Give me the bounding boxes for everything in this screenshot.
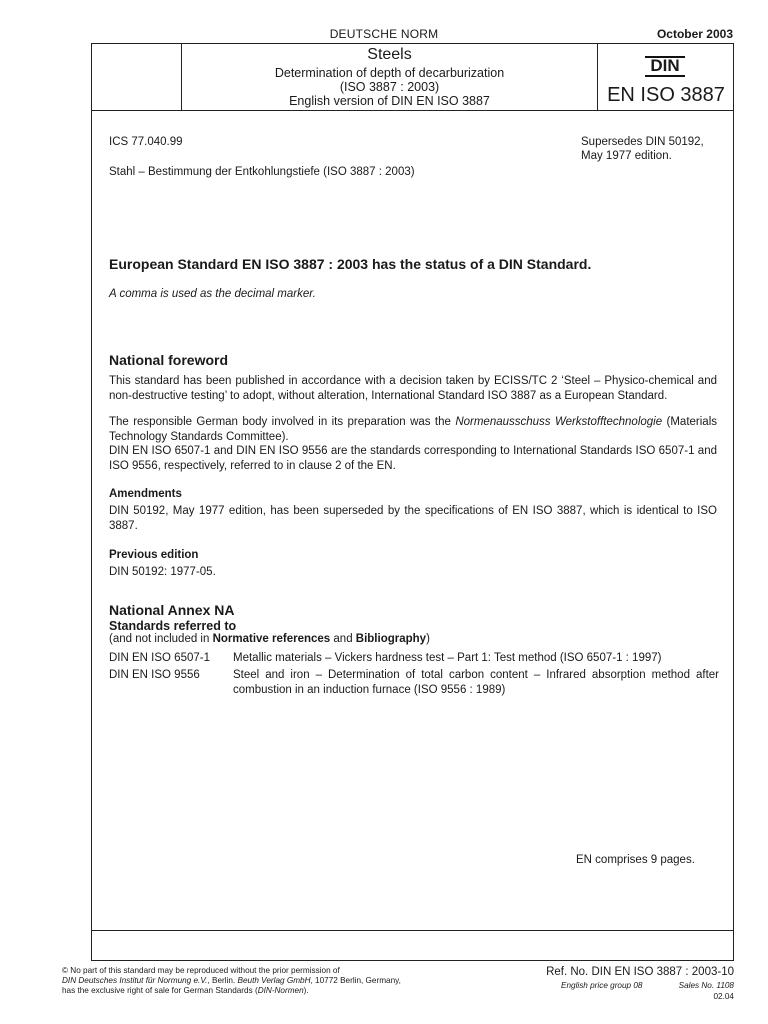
annex-note: (and not included in Normative references and Bibliography) (109, 633, 430, 645)
previous-edition-text: DIN 50192: 1977-05. (109, 566, 216, 578)
din-logo: DIN (645, 56, 685, 77)
title-divider-left (181, 43, 182, 111)
frame-divider-bottom (91, 930, 734, 931)
reference-description: Metallic materials – Vickers hardness test – Part 1: Test method (ISO 6507-1 : 1997) (233, 652, 662, 664)
reference-number: Ref. No. DIN EN ISO 3887 : 2003-10 (546, 966, 734, 978)
issue-code: 02.04 (713, 992, 734, 1001)
title-divider-right (597, 43, 598, 111)
document-subtitle: Determination of depth of decarburization (274, 66, 505, 80)
amendments-text: DIN 50192, May 1977 edition, has been superseded by the specifications of EN ISO 3887, which is identical to ISO 3887. (109, 505, 717, 532)
annex-subheading: Standards referred to (109, 619, 237, 633)
status-heading: European Standard EN ISO 3887 : 2003 has the status of a DIN Standard. (109, 256, 592, 272)
supersedes-line-2: May 1977 edition. (581, 150, 672, 162)
previous-edition-heading: Previous edition (109, 549, 199, 561)
sales-number: Sales No. 1108 (678, 981, 734, 990)
decimal-note: A comma is used as the decimal marker. (109, 288, 316, 300)
price-group: English price group 08 (561, 981, 643, 990)
ics-code: ICS 77.040.99 (109, 136, 183, 148)
document-number: EN ISO 3887 (607, 84, 725, 106)
page-frame (91, 43, 734, 961)
reference-description: Steel and iron – Determination of total carbon content – Infrared absorption method after combustion in an induction furnace (ISO 9556 : 1989) (233, 669, 719, 696)
copyright-line-2: DIN Deutsches Institut für Normung e.V., Berlin. Beuth Verlag GmbH, 10772 Berlin, Germany, (62, 976, 401, 985)
supersedes-line-1: Supersedes DIN 50192, (581, 136, 704, 148)
foreword-paragraph-2: The responsible German body involved in its preparation was the Normenausschuss Werkstofftechnologie (Materials Technology Standards Committee). (109, 416, 717, 443)
document-title: Steels (367, 46, 412, 63)
copyright-notice (62, 966, 502, 996)
foreword-paragraph-3: DIN EN ISO 6507-1 and DIN EN ISO 9556 are the standards corresponding to International Standards ISO 6507-1 and ISO 9556, respectively, referred to in clause 2 of the EN. (109, 445, 717, 472)
foreword-paragraph-1: This standard has been published in accordance with a decision taken by ECISS/TC 2 ‘Steel – Physico-chemical and non-destructive testing’ to adopt, without alteration, International Standard ISO 3887 as a European Standard. (109, 375, 717, 402)
foreword-heading: National foreword (109, 352, 229, 368)
amendments-heading: Amendments (109, 488, 182, 500)
pages-note: EN comprises 9 pages. (576, 854, 695, 866)
document-version: English version of DIN EN ISO 3887 (289, 94, 490, 108)
reference-row (109, 651, 719, 666)
copyright-line-3: has the exclusive right of sale for German Standards (DIN-Normen). (62, 986, 309, 995)
german-title: Stahl – Bestimmung der Entkohlungstiefe (ISO 3887 : 2003) (109, 166, 415, 178)
reference-code: DIN EN ISO 6507-1 (109, 652, 210, 664)
publication-date: October 2003 (656, 27, 733, 41)
document-iso-ref: (ISO 3887 : 2003) (339, 80, 440, 94)
annex-heading: National Annex NA (109, 602, 235, 618)
norm-label: DEUTSCHE NORM (329, 27, 439, 41)
reference-code: DIN EN ISO 9556 (109, 669, 200, 681)
reference-row (109, 668, 719, 698)
copyright-line-1: © No part of this standard may be reproduced without the prior permission of (62, 966, 340, 975)
